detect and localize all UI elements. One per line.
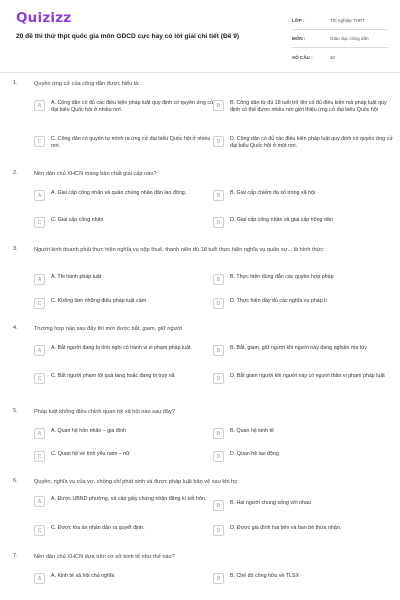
- question-item: [0, 246, 400, 316]
- option-text: A. Quan hệ hôn nhân – gia đình: [51, 428, 127, 434]
- question-text: Nền dân chủ XHCN mang bản chất giai cấp nào?: [34, 171, 157, 177]
- question-item: [0, 80, 400, 160]
- option-text: B. Công dân từ đủ 18 tuổi trở lên có đủ điều kiện mà pháp luật quy định có thể được nhiều nơi giới thiệu ứng cử đại biểu Quốc hội: [230, 100, 387, 114]
- option-letter-box: C: [34, 373, 45, 384]
- question-item: [0, 553, 400, 600]
- question-number: 1.: [13, 80, 18, 86]
- option-b[interactable]: [213, 345, 393, 356]
- question-text: Nền dân chủ XHCN dựa trên cơ sở kinh tế như thế nào?: [34, 554, 175, 560]
- option-text: A. Kinh tế xã hội chủ nghĩa: [51, 573, 115, 579]
- option-text: D. Giai cấp công nhân và giai cấp nông dân: [230, 217, 333, 223]
- option-text: C. Được tòa án nhân dân ra quyết định.: [51, 525, 145, 531]
- question-number: 3.: [13, 246, 18, 252]
- meta-row-class: [292, 12, 388, 30]
- option-letter-box: C: [34, 298, 45, 309]
- option-text: C. Công dân có quyền tự mình ra ứng cử đại biểu Quốc hội ở nhiều nơi.: [51, 136, 211, 150]
- option-letter-box: A: [34, 274, 45, 285]
- option-text: A. Thi hành pháp luật: [51, 274, 102, 280]
- option-a[interactable]: [34, 345, 214, 356]
- option-b[interactable]: [213, 190, 393, 201]
- question-number: 6.: [13, 478, 18, 484]
- option-a[interactable]: [34, 190, 214, 201]
- question-item: [0, 478, 400, 544]
- option-a[interactable]: [34, 100, 214, 115]
- question-text: Quyền, nghĩa vụ của vợ, chồng chỉ phát sinh và được pháp luật bảo vệ sau khi họ:: [34, 479, 239, 485]
- question-number: 5.: [13, 408, 18, 414]
- option-text: A. Bắt người đang bị tình nghi có hành vi vi phạm pháp luật: [51, 345, 191, 351]
- option-letter-box: B: [213, 428, 224, 439]
- option-d[interactable]: [213, 136, 393, 151]
- option-text: B. Thực hiện đúng đắn các quyền hợp pháp: [230, 274, 334, 280]
- option-c[interactable]: [34, 451, 214, 462]
- option-letter-box: C: [34, 217, 45, 228]
- option-letter-box: B: [213, 190, 224, 201]
- option-a[interactable]: [34, 573, 214, 584]
- meta-row-count: [292, 48, 388, 66]
- option-a[interactable]: [34, 496, 214, 507]
- option-letter-box: B: [213, 345, 224, 356]
- option-text: D. Thực hiện đầy đủ các nghĩa vụ pháp lí: [230, 298, 327, 304]
- option-b[interactable]: [213, 573, 393, 584]
- option-text: B. Hai người chung sống với nhau: [230, 500, 311, 506]
- meta-key: MÔN :: [292, 36, 306, 41]
- question-item: [0, 170, 400, 235]
- option-letter-box: A: [34, 573, 45, 584]
- document-header: [0, 0, 400, 68]
- option-text: D. Bắt giam người khi người này có người thân vi phạm pháp luật: [230, 373, 385, 379]
- option-letter-box: B: [213, 500, 224, 511]
- option-letter-box: C: [34, 525, 45, 536]
- option-letter-box: C: [34, 451, 45, 462]
- meta-key: SỐ CÂU :: [292, 54, 313, 60]
- option-letter-box: B: [213, 274, 224, 285]
- option-letter-box: D: [213, 525, 224, 536]
- option-c[interactable]: [34, 525, 214, 536]
- option-text: B. Chế độ công hữu về TLSX: [230, 573, 300, 579]
- question-text: Trường hợp nào sau đây thì mới được bắt, giam, giữ người: [34, 326, 183, 332]
- option-text: A. Công dân có đủ các điều kiện pháp luật quy định có quyền ứng cử đại biểu Quốc hội ở nhiều nơi.: [51, 100, 214, 114]
- option-d[interactable]: [213, 298, 393, 309]
- question-number: 2.: [13, 170, 18, 176]
- meta-value: Giáo dục công dân: [330, 36, 369, 41]
- option-c[interactable]: [34, 373, 214, 384]
- option-letter-box: A: [34, 496, 45, 507]
- question-number: 7.: [13, 553, 18, 559]
- option-text: D. Công dân có đủ các điều kiện pháp luật quy định có quyền ứng cử đại biểu Quốc hội ở một nơi.: [230, 136, 393, 150]
- option-b[interactable]: [213, 100, 393, 115]
- meta-key: LỚP :: [292, 18, 305, 23]
- meta-value: 40: [330, 54, 336, 60]
- meta-table: [292, 12, 388, 66]
- option-b[interactable]: [213, 500, 393, 511]
- option-d[interactable]: [213, 525, 393, 536]
- option-letter-box: A: [34, 190, 45, 201]
- question-item: [0, 325, 400, 400]
- option-text: B. Bắt, giam, giữ người khi người này đang nghiện ma túy: [230, 345, 367, 351]
- option-text: C. Bắt người phạm tội quả tang hoặc đang bị truy nã: [51, 373, 175, 379]
- question-text: Quyền ứng cử của công dân được hiểu là:: [34, 81, 140, 87]
- question-item: [0, 408, 400, 468]
- option-letter-box: D: [213, 373, 224, 384]
- option-text: B. Giai cấp chiếm đa số trong xã hội: [230, 190, 316, 196]
- option-text: C. Giai cấp công nhân: [51, 217, 104, 223]
- option-d[interactable]: [213, 217, 393, 228]
- option-d[interactable]: [213, 373, 393, 384]
- option-a[interactable]: [34, 428, 214, 439]
- option-text: C. Quan hệ về tình yêu nam – nữ: [51, 451, 130, 457]
- question-text: Người kinh doanh phải thực hiện nghĩa vụ nộp thuế, thanh niên đủ 18 tuổi thực hiện nghĩa vụ quân sự... là hình thức:: [34, 247, 325, 253]
- option-text: A. Giai cấp công nhân và quần chúng nhân dân lao động.: [51, 190, 187, 196]
- option-letter-box: D: [213, 451, 224, 462]
- option-c[interactable]: [34, 136, 214, 151]
- option-text: D. Quan hệ lao động: [230, 451, 279, 457]
- question-text: Pháp luật không điều chỉnh quan hệ xã hội nào sau đây?: [34, 409, 175, 415]
- meta-row-subject: [292, 30, 388, 48]
- page-title: 20 đề thi thử thpt quốc gia môn GDCD cực hay có lời giải chi tiết (Đề 9): [16, 33, 240, 40]
- option-letter-box: C: [34, 136, 45, 147]
- option-letter-box: D: [213, 217, 224, 228]
- option-letter-box: A: [34, 345, 45, 356]
- option-d[interactable]: [213, 451, 393, 462]
- option-a[interactable]: [34, 274, 214, 285]
- quizizz-logo: Quizizz: [16, 10, 72, 26]
- option-b[interactable]: [213, 274, 393, 285]
- option-b[interactable]: [213, 428, 393, 439]
- option-text: A. Được UBND phường, xã cấp giấy chứng nhận đăng kí kết hôn.: [51, 496, 207, 502]
- header-divider: [0, 72, 400, 73]
- option-text: C. Không làm những điều pháp luật cấm: [51, 298, 147, 304]
- option-letter-box: B: [213, 573, 224, 584]
- option-letter-box: D: [213, 136, 224, 147]
- option-text: D. Được gia đình hai bên và bạn bè thừa nhận.: [230, 525, 342, 531]
- option-letter-box: A: [34, 100, 45, 111]
- option-text: B. Quan hệ kinh tế: [230, 428, 274, 434]
- option-letter-box: A: [34, 428, 45, 439]
- option-letter-box: D: [213, 298, 224, 309]
- meta-value: Tốt nghiệp THPT: [330, 18, 365, 23]
- option-c[interactable]: [34, 298, 214, 309]
- option-c[interactable]: [34, 217, 214, 228]
- option-letter-box: B: [213, 100, 224, 111]
- question-number: 4.: [13, 325, 18, 331]
